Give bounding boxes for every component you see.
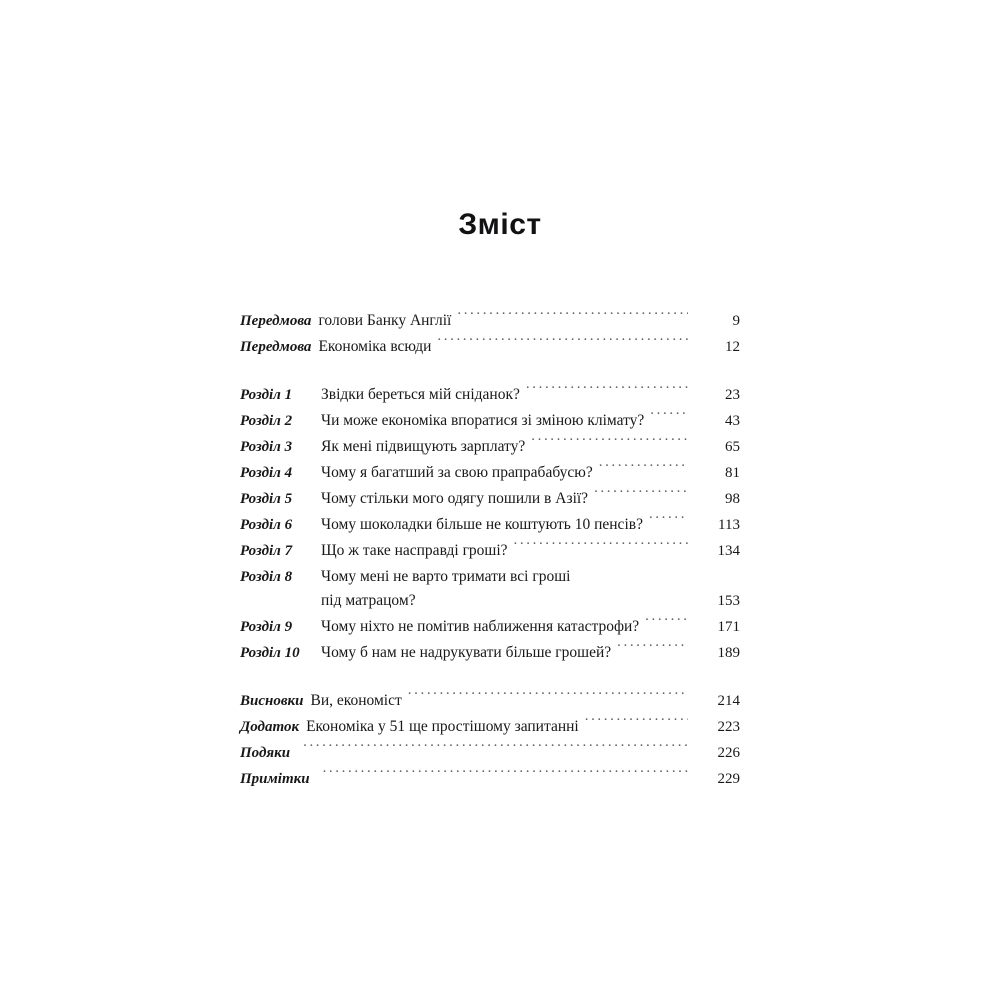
- toc-entry-title: Чому б нам не надрукувати більше грошей?: [321, 644, 612, 661]
- toc-page-number: 226: [717, 745, 740, 761]
- toc-leader: [303, 742, 688, 758]
- toc-entry-label: Розділ 10: [240, 645, 300, 661]
- toc-leader: [585, 716, 688, 732]
- toc-page-number: 9: [732, 313, 740, 329]
- toc-entry[interactable]: [240, 564, 740, 590]
- toc-group-chapters: [240, 382, 740, 666]
- toc-entry[interactable]: [240, 714, 740, 740]
- toc-page-number: 223: [717, 719, 740, 735]
- toc-entry-title: Економіка у 51 ще простішому запитанні: [306, 718, 579, 735]
- toc-entry-label: Розділ 7: [240, 543, 293, 559]
- toc-entry[interactable]: [240, 512, 740, 538]
- toc-page-number: 189: [717, 645, 740, 661]
- toc-entry-label: Розділ 6: [240, 517, 293, 533]
- toc-entry-title: Чому ніхто не помітив наближення катастрофи?: [321, 618, 640, 635]
- toc-entry[interactable]: [240, 460, 740, 486]
- toc-page-number: 98: [725, 491, 740, 507]
- toc-entry-label: Передмова: [240, 313, 312, 329]
- toc-entry-label: Висновки: [240, 693, 304, 709]
- toc-entry-label: Розділ 1: [240, 387, 293, 403]
- toc-entry-title: Економіка всюди: [318, 338, 432, 355]
- toc-entry-label: Розділ 8: [240, 569, 293, 585]
- toc-entry-title: Чому мені не варто тримати всі гроші: [321, 568, 571, 585]
- toc-entry[interactable]: [240, 766, 740, 792]
- toc-leader: [645, 616, 688, 632]
- toc-entry-label: Додаток: [240, 719, 300, 735]
- toc-entry-label: Подяки: [240, 745, 291, 761]
- toc-group-front-matter: [240, 308, 740, 360]
- toc-entry[interactable]: [240, 408, 740, 434]
- toc-entry-title: Що ж таке насправді гроші?: [321, 542, 508, 559]
- toc-entry-label: Розділ 9: [240, 619, 293, 635]
- toc-entry-title: Ви, економіст: [310, 692, 402, 709]
- toc-entry-continuation[interactable]: [240, 588, 740, 614]
- toc-entry-title: Чому я багатший за свою прапрабабусю?: [321, 464, 593, 481]
- toc-leader: [457, 310, 688, 326]
- toc-entry[interactable]: [240, 382, 740, 408]
- toc-entry-title: голови Банку Англії: [318, 312, 452, 329]
- toc-leader: [617, 642, 688, 658]
- toc-leader: [599, 462, 688, 478]
- toc-entry-label: Передмова: [240, 339, 312, 355]
- toc-leader: [650, 410, 688, 426]
- toc-leader: [649, 514, 688, 530]
- toc-page-number: 43: [725, 413, 740, 429]
- toc-entry[interactable]: [240, 334, 740, 360]
- toc-entry-title: Чи може економіка впоратися зі зміною клімату?: [321, 412, 645, 429]
- toc-page-number: 171: [717, 619, 740, 635]
- toc-leader: [408, 690, 688, 706]
- toc-entry-label: Примітки: [240, 771, 310, 787]
- toc-entry-label: Розділ 5: [240, 491, 293, 507]
- toc-leader: [594, 488, 688, 504]
- toc-entry[interactable]: [240, 538, 740, 564]
- toc-leader: [422, 590, 688, 606]
- toc-entry[interactable]: [240, 486, 740, 512]
- toc-page-number: 12: [725, 339, 740, 355]
- table-of-contents: [240, 308, 740, 792]
- toc-entry[interactable]: [240, 308, 740, 334]
- toc-page-number: 113: [718, 517, 740, 533]
- toc-entry-title: Як мені підвищують зарплату?: [321, 438, 526, 455]
- toc-entry[interactable]: [240, 614, 740, 640]
- toc-page-number: 229: [717, 771, 740, 787]
- toc-leader: [323, 768, 688, 784]
- toc-entry[interactable]: [240, 434, 740, 460]
- toc-entry-title-line2: під матрацом?: [321, 592, 416, 609]
- toc-entry[interactable]: [240, 640, 740, 666]
- toc-page-number: 134: [717, 543, 740, 559]
- toc-entry-label: Розділ 4: [240, 465, 293, 481]
- toc-leader: [437, 336, 688, 352]
- toc-entry-title: Чому стільки мого одягу пошили в Азії?: [321, 490, 589, 507]
- toc-entry-title: Чому шоколадки більше не коштують 10 пенсів?: [321, 516, 643, 533]
- toc-entry-title: Звідки береться мій сніданок?: [321, 386, 520, 403]
- toc-leader: [514, 540, 688, 556]
- toc-group-back-matter: [240, 688, 740, 792]
- toc-page-number: 153: [717, 593, 740, 609]
- toc-leader: [526, 384, 688, 400]
- toc-page-number: 81: [725, 465, 740, 481]
- toc-page-number: 23: [725, 387, 740, 403]
- toc-leader: [531, 436, 688, 452]
- toc-entry-label: Розділ 3: [240, 439, 293, 455]
- toc-page-number: 65: [725, 439, 740, 455]
- toc-entry[interactable]: [240, 740, 740, 766]
- page-title: Зміст: [458, 208, 542, 241]
- toc-entry-label: Розділ 2: [240, 413, 293, 429]
- toc-entry[interactable]: [240, 688, 740, 714]
- toc-page-number: 214: [717, 693, 740, 709]
